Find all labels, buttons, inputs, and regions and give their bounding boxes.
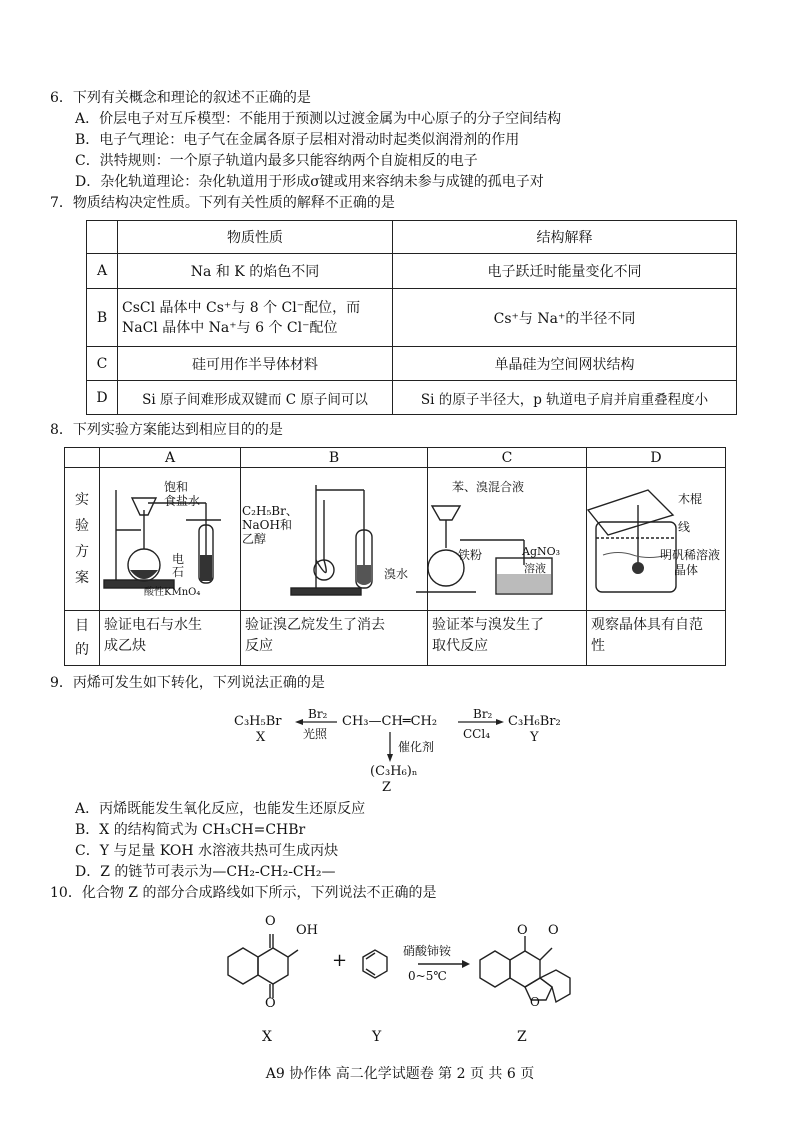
apparatus-a-label: 电 <box>172 552 185 566</box>
q8-col-header: D <box>587 448 726 468</box>
q7-row-explanation: 电子跃迁时能量变化不同 <box>393 254 737 289</box>
q9-x-label: X <box>256 730 266 745</box>
apparatus-c-label: 溶液 <box>524 562 546 575</box>
q8-purpose-line: 反应 <box>245 638 273 654</box>
q9-x-formula: C₃H₅Br <box>234 714 282 729</box>
apparatus-d-label: 木棍 <box>678 492 703 506</box>
q7-row-label: A <box>87 254 118 289</box>
q7-row-explanation: Cs⁺与 Na⁺的半径不同 <box>393 289 737 347</box>
apparatus-b-label: C₂H₅Br、 <box>242 504 298 518</box>
q10-reagent-bottom: 0~5℃ <box>408 969 447 983</box>
q7-row-property <box>118 289 393 347</box>
q8-row-label-char: 实 <box>75 492 89 508</box>
q8-header-blank <box>65 448 100 468</box>
apparatus-c-label: 铁粉 <box>458 548 483 562</box>
q10-z-oxygen: O <box>517 923 528 938</box>
q7-row-label: B <box>87 289 118 347</box>
q10-x-oxygen: O <box>265 996 276 1011</box>
q9-option-b: B．X 的结构简式为 CH₃CH=CHBr <box>75 822 306 838</box>
q7-row-property: Na 和 K 的焰色不同 <box>118 254 393 289</box>
q7-row-b-property-line2: NaCl 晶体中 Na⁺与 6 个 Cl⁻配位 <box>122 319 338 336</box>
q6-option-a: A．价层电子对互斥模型：不能用于预测以过渡金属为中心原子的分子空间结构 <box>75 111 562 127</box>
q10-plus: + <box>332 950 348 971</box>
q8-purpose-line: 取代反应 <box>432 638 488 654</box>
q8-col-header: A <box>100 448 241 468</box>
q10-z-oxygen: O <box>548 923 559 938</box>
apparatus-c-label: AgNO₃ <box>522 545 561 558</box>
q8-col-header: C <box>428 448 587 468</box>
q7-row-b-property-line1: CsCl 晶体中 Cs⁺与 8 个 Cl⁻配位，而 <box>122 299 361 316</box>
apparatus-b-label: 溴水 <box>384 567 409 581</box>
q7-row-label: D <box>87 381 118 415</box>
q8-purpose-line: 验证溴乙烷发生了消去 <box>245 617 385 633</box>
q9-propene: CH₃—CH═CH₂ <box>342 714 438 729</box>
apparatus-c-label: 苯、溴混合液 <box>452 480 525 494</box>
q10-label-y: Y <box>372 1029 382 1045</box>
q9-reagent-left-bottom: 光照 <box>303 727 328 741</box>
q8-row-label-char: 的 <box>75 642 89 658</box>
q8-row-label-char: 验 <box>75 518 89 534</box>
q7-header-property: 物质性质 <box>118 221 393 254</box>
q10-stem: 10．化合物 Z 的部分合成路线如下所示，下列说法不正确的是 <box>50 885 437 901</box>
apparatus-d-label: 线 <box>678 520 691 534</box>
q8-row-label-purpose <box>65 611 100 666</box>
q10-x-oh: OH <box>296 923 318 938</box>
q9-option-a: A．丙烯既能发生氧化反应，也能发生还原反应 <box>75 801 366 817</box>
q8-col-header: B <box>241 448 428 468</box>
q8-purpose-line: 验证电石与水生 <box>104 617 202 633</box>
q8-purpose-line: 成乙炔 <box>104 638 146 654</box>
q9-z-formula: (C₃H₆)ₙ <box>370 764 418 779</box>
apparatus-d-label: 晶体 <box>674 563 699 577</box>
apparatus-a-label: 酸性KMnO₄ <box>144 587 201 598</box>
q8-purpose-line: 验证苯与溴发生了 <box>432 617 544 633</box>
apparatus-a-label: 食盐水 <box>164 494 201 508</box>
q8-purpose-line: 性 <box>591 638 605 654</box>
q9-arrow-down <box>386 732 394 762</box>
q7-row-label: C <box>87 347 118 381</box>
q6-option-d: D．杂化轨道理论：杂化轨道用于形成σ键或用来容纳未参与成键的孤电子对 <box>75 174 544 190</box>
q9-y-label: Y <box>530 730 539 745</box>
q9-reagent-left-top: Br₂ <box>308 707 328 721</box>
q6-stem: 6．下列有关概念和理论的叙述不正确的是 <box>50 90 311 106</box>
q7-table <box>86 220 737 415</box>
q7-row-property: 硅可用作半导体材料 <box>118 347 393 381</box>
q9-catalyst: 催化剂 <box>398 740 435 754</box>
q8-row-label-char: 方 <box>75 544 89 560</box>
q10-label-x: X <box>262 1029 272 1045</box>
apparatus-a-label: 石 <box>172 565 185 579</box>
q10-label-z: Z <box>517 1029 527 1045</box>
q7-stem: 7．物质结构决定性质。下列有关性质的解释不正确的是 <box>50 195 395 211</box>
q9-reagent-right-bottom: CCl₄ <box>463 727 491 741</box>
q7-row-explanation: 单晶硅为空间网状结构 <box>393 347 737 381</box>
q10-x-oxygen: O <box>265 914 276 929</box>
q6-option-b: B．电子气理论：电子气在金属各原子层相对滑动时起类似润滑剂的作用 <box>75 132 520 148</box>
q7-header-explanation: 结构解释 <box>393 221 737 254</box>
q10-z-oxygen: O <box>530 995 540 1009</box>
q6-option-c: C．洪特规则：一个原子轨道内最多只能容纳两个自旋相反的电子 <box>75 153 478 169</box>
q8-purpose-c <box>428 611 587 666</box>
q10-reagent-top: 硝酸铈铵 <box>403 944 452 958</box>
q8-purpose-line: 观察晶体具有自范 <box>591 617 703 633</box>
q7-header-blank <box>87 221 118 254</box>
q8-row-label-scheme <box>65 468 100 611</box>
apparatus-d-drawing <box>578 470 728 610</box>
q8-purpose-a <box>100 611 241 666</box>
apparatus-b-label: NaOH和 <box>242 518 292 532</box>
q8-row-label-char: 目 <box>75 618 89 634</box>
page-footer: A9 协作体 高二化学试题卷 第 2 页 共 6 页 <box>265 1066 535 1082</box>
q8-purpose-d <box>587 611 726 666</box>
q9-y-formula: C₃H₆Br₂ <box>508 714 561 729</box>
q9-stem: 9．丙烯可发生如下转化，下列说法正确的是 <box>50 675 325 691</box>
q7-row-property: Si 原子间难形成双键而 C 原子间可以 <box>118 381 393 415</box>
apparatus-a-label: 饱和 <box>164 480 189 494</box>
q9-option-c: C．Y 与足量 KOH 水溶液共热可生成丙炔 <box>75 843 339 859</box>
q8-stem: 8．下列实验方案能达到相应目的的是 <box>50 422 283 438</box>
q8-row-label-char: 案 <box>75 570 89 586</box>
q9-z-label: Z <box>382 780 392 795</box>
q8-purpose-b <box>241 611 428 666</box>
apparatus-d-label: 明矾稀溶液 <box>660 548 721 562</box>
q7-row-explanation: Si 的原子半径大，p 轨道电子肩并肩重叠程度小 <box>393 381 737 415</box>
q9-reagent-right-top: Br₂ <box>473 707 493 721</box>
q9-option-d: D．Z 的链节可表示为—CH₂-CH₂-CH₂— <box>75 864 336 880</box>
apparatus-b-label: 乙醇 <box>242 532 267 546</box>
